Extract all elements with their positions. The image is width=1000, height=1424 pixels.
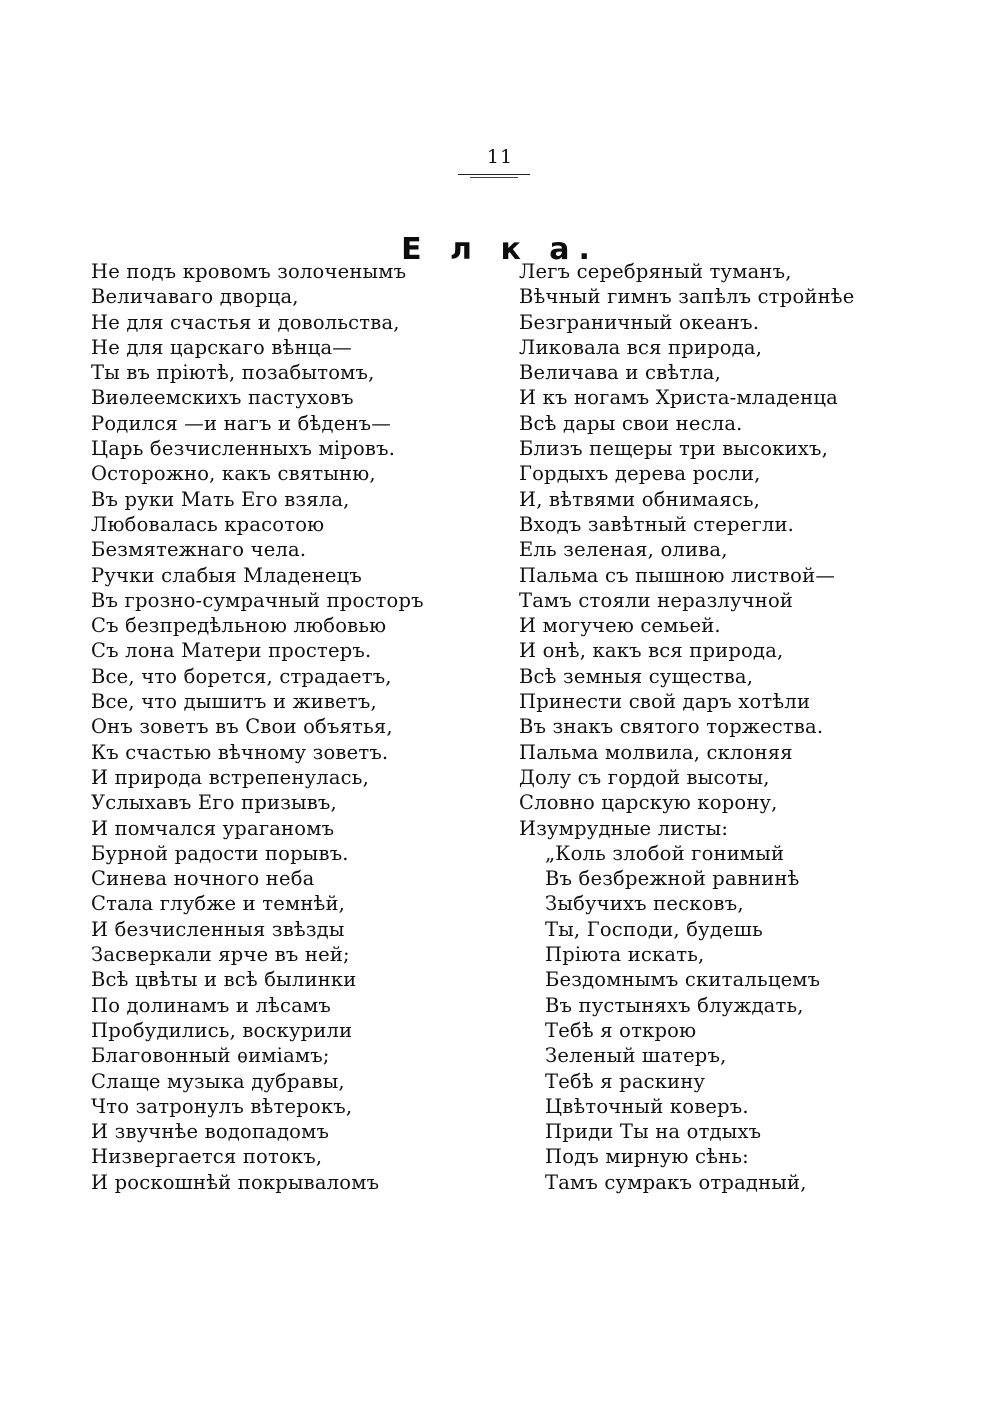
poem-line: И помчался ураганомъ (91, 816, 335, 840)
poem-line: Легъ серебряный туманъ, (519, 260, 792, 283)
poem-line: Пробудились, воскурили (91, 1018, 353, 1042)
poem-line: Пальма съ пышною листвой— (519, 563, 836, 587)
poem-line: Что затронулъ вѣтерокъ, (91, 1094, 353, 1118)
poem-line: Тебѣ я раскину (545, 1069, 706, 1093)
poem-line: Изумрудные листы: (519, 816, 729, 840)
poem-line: Виѳлеемскихъ пастуховъ (91, 386, 354, 410)
page-number: 11 (486, 146, 514, 168)
poem-column-left (91, 259, 491, 1195)
poem-line: Зыбучихъ песковъ, (545, 892, 744, 916)
poem-line: Цвѣточный коверъ. (545, 1094, 749, 1118)
poem-line: Безмятежнаго чела. (91, 538, 307, 562)
poem-line: Долу съ гордой высоты, (519, 765, 770, 789)
poem-line: Гордыхъ дерева росли, (519, 462, 761, 486)
poem-line: Тебѣ я открою (545, 1018, 697, 1042)
poem-line: Услыхавъ Его призывъ, (91, 791, 337, 815)
poem-line: Всѣ цвѣты и всѣ былинки (91, 968, 357, 992)
poem-line: Въ грозно-сумрачный просторъ (91, 588, 424, 612)
page-number-rule (458, 174, 530, 175)
poem-line: Царь безчисленныхъ міровъ. (91, 437, 396, 461)
poem-line: Не подъ кровомъ золоченымъ (91, 260, 407, 283)
poem-line: Съ лона Матери простеръ. (91, 639, 372, 663)
poem-line: Любовалась красотою (91, 512, 325, 536)
poem-line: Въ руки Мать Его взяла, (91, 487, 350, 511)
poem-line: Тамъ сумракъ отрадный, (545, 1170, 807, 1194)
poem-line: Принести свой даръ хотѣли (519, 690, 811, 714)
poem-line: И безчисленныя звѣзды (91, 917, 345, 941)
poem-line: Въ знакъ святого торжества. (519, 715, 824, 739)
poem-line: Безграничный океанъ. (519, 310, 760, 334)
poem-line: По долинамъ и лѣсамъ (91, 993, 331, 1017)
poem-line: „Коль злобой гонимый (545, 841, 785, 865)
poem-line: Подъ мирную сѣнь: (545, 1145, 749, 1169)
poem-title: Е л к а. (401, 232, 599, 268)
poem-line: Въ безбрежной равнинѣ (545, 867, 800, 891)
poem-line: Все, что борется, страдаетъ, (91, 664, 392, 688)
poem-line: И роскошнѣй покрываломъ (91, 1170, 380, 1194)
poem-line: И къ ногамъ Христа-младенца (519, 386, 838, 410)
poem-line: Къ счастью вѣчному зоветъ. (91, 740, 389, 764)
poem-line: Величава и свѣтла, (519, 361, 722, 385)
poem-line: Пріюта искать, (545, 943, 705, 967)
poem-line: Всѣ дары свои несла. (519, 411, 743, 435)
poem-line: Тамъ стояли неразлучной (519, 588, 794, 612)
poem-line: Ель зеленая, олива, (519, 538, 728, 562)
poem-line: Съ безпредѣльною любовью (91, 614, 387, 638)
poem-line: Не для счастья и довольства, (91, 310, 400, 334)
poem-line: И онѣ, какъ вся природа, (519, 639, 784, 663)
poem-line: Ты, Господи, будешь (545, 917, 763, 941)
poem-line: Ликовала вся природа, (519, 335, 763, 359)
poem-line: Родился —и нагъ и бѣденъ— (91, 411, 391, 435)
poem-line: Входъ завѣтный стерегли. (519, 512, 795, 536)
poem-line: И могучею семьей. (519, 614, 721, 638)
poem-line: И природа встрепенулась, (91, 765, 369, 789)
poem-line: Синева ночного неба (91, 867, 315, 891)
poem-line: Низвергается потокъ, (91, 1145, 323, 1169)
poem-line: Благовонный ѳиміамъ; (91, 1044, 330, 1068)
poem-line: Зеленый шатеръ, (545, 1044, 727, 1068)
poem-line: Онъ зоветъ въ Свои объятья, (91, 715, 393, 739)
poem-line: И звучнѣе водопадомъ (91, 1120, 330, 1144)
poem-line: Близъ пещеры три высокихъ, (519, 437, 828, 461)
poem-line: Осторожно, какъ святыню, (91, 462, 376, 486)
poem-line: Всѣ земныя существа, (519, 664, 754, 688)
poem-line: И, вѣтвями обнимаясь, (519, 487, 761, 511)
poem-line: Ты въ пріютѣ, позабытомъ, (91, 361, 375, 385)
poem-line: Стала глубже и темнѣй, (91, 892, 346, 916)
poem-column-right (519, 259, 939, 1195)
poem-line: Приди Ты на отдыхъ (545, 1120, 762, 1144)
poem-line: Въ пустыняхъ блуждать, (545, 993, 804, 1017)
poem-line: Все, что дышитъ и живетъ, (91, 690, 377, 714)
page-number-rule-thin (470, 177, 518, 178)
poem-line: Бурной радости порывъ. (91, 841, 349, 865)
poem-line: Слаще музыка дубравы, (91, 1069, 345, 1093)
poem-line: Ручки слабыя Младенецъ (91, 563, 362, 587)
poem-line: Засверкали ярче въ ней; (91, 943, 350, 967)
poem-line: Вѣчный гимнъ запѣлъ стройнѣе (519, 285, 855, 309)
poem-line: Не для царскаго вѣнца— (91, 335, 352, 359)
poem-line: Бездомнымъ скитальцемъ (545, 968, 821, 992)
poem-line: Величаваго дворца, (91, 285, 299, 309)
poem-line: Словно царскую корону, (519, 791, 778, 815)
poem-line: Пальма молвила, склоняя (519, 740, 793, 764)
